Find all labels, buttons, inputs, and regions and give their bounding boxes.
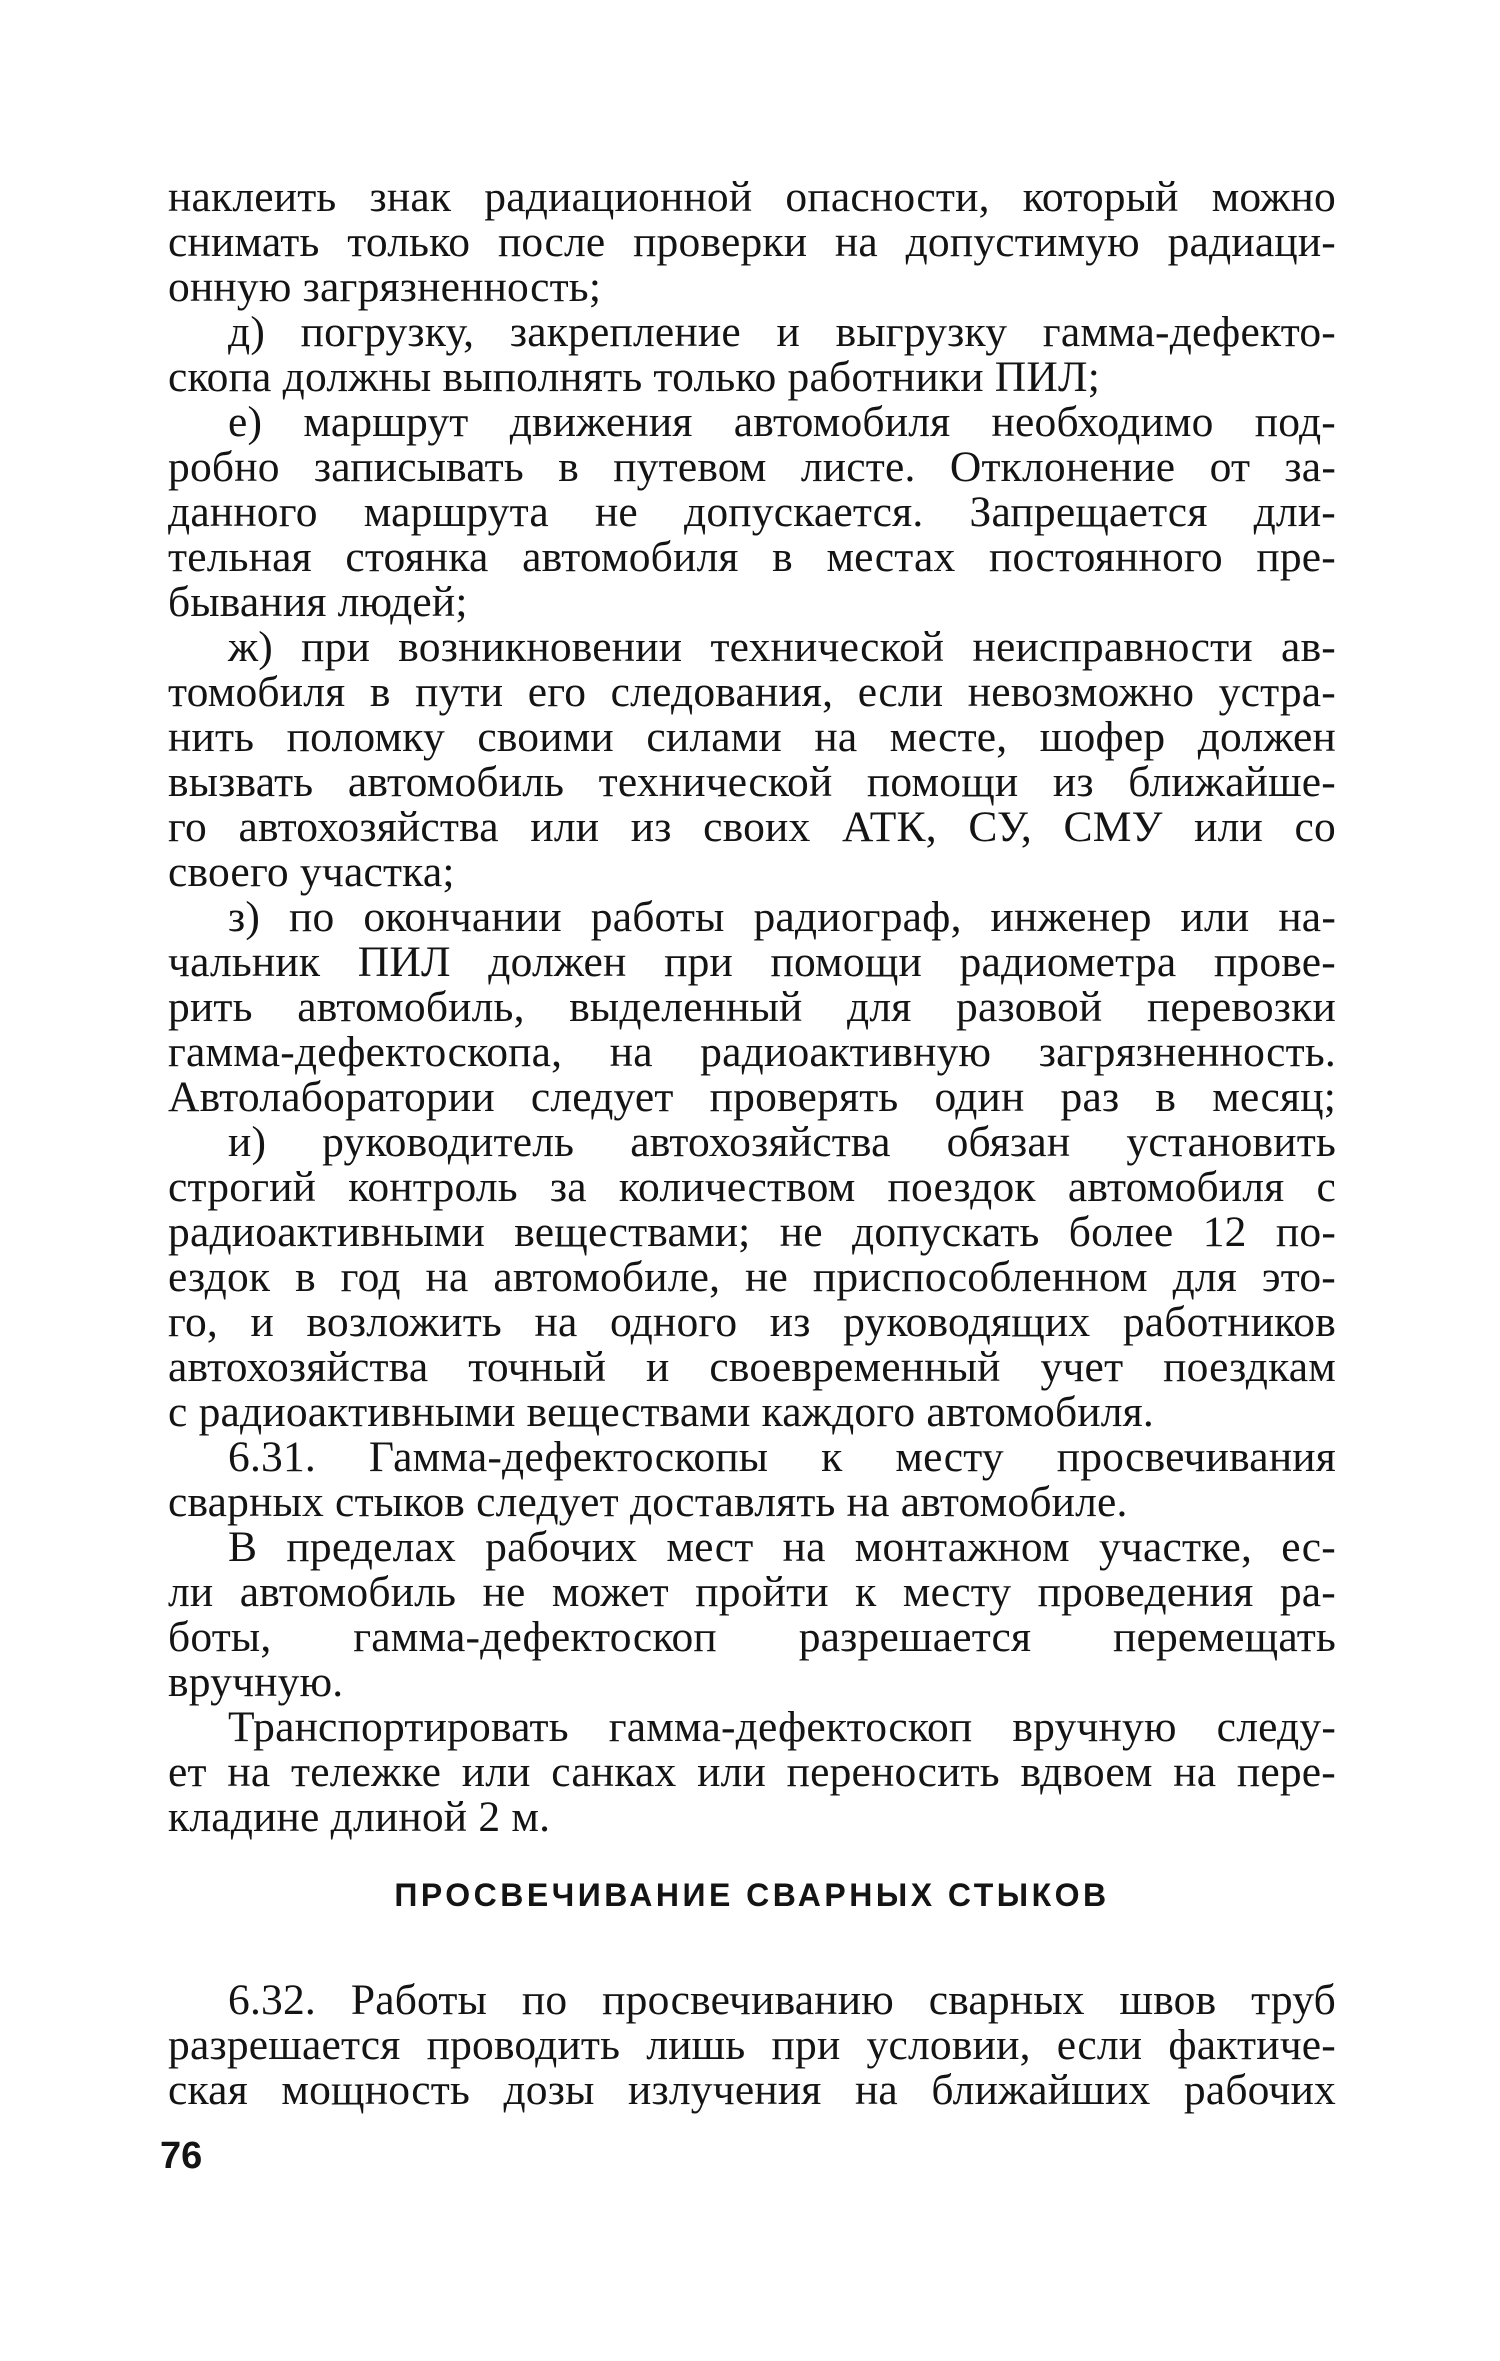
text-line: строгий контроль за количеством поездок автомобиля с — [168, 1163, 1336, 1211]
text-line: ет на тележке или санках или переносить вдвоем на пере- — [168, 1748, 1336, 1796]
text-line: с радиоактивными веществами каждого автомобиля. — [168, 1388, 1154, 1436]
page-number: 76 — [160, 2135, 203, 2177]
text-line: 6.31. Гамма-дефектоскопы к месту просвечивания — [228, 1433, 1336, 1481]
text-line: ездок в год на автомобиле, не приспособленном для это- — [168, 1253, 1336, 1301]
text-line: нить поломку своими силами на месте, шофер должен — [168, 713, 1336, 761]
text-line: ж) при возникновении технической неисправности ав- — [228, 623, 1336, 671]
text-line: вручную. — [168, 1658, 344, 1706]
text-line: радиоактивными веществами; не допускать более 12 по- — [168, 1208, 1336, 1256]
text-line: го автохозяйства или из своих АТК, СУ, СМУ или со — [168, 803, 1336, 851]
text-line: д) погрузку, закрепление и выгрузку гамма-дефекто- — [228, 308, 1336, 356]
text-line: го, и возложить на одного из руководящих работников — [168, 1298, 1336, 1346]
text-line: разрешается проводить лишь при условии, если фактиче- — [168, 2021, 1336, 2069]
text-line: В пределах рабочих мест на монтажном участке, ес- — [228, 1523, 1336, 1571]
text-line: Автолаборатории следует проверять один раз в месяц; — [168, 1073, 1336, 1121]
text-line: онную загрязненность; — [168, 263, 602, 311]
text-line: е) маршрут движения автомобиля необходимо под- — [228, 398, 1336, 446]
text-line: вызвать автомобиль технической помощи из ближайше- — [168, 758, 1336, 806]
text-line: чальник ПИЛ должен при помощи радиометра прове- — [168, 938, 1336, 986]
text-line: з) по окончании работы радиограф, инженер или на- — [228, 893, 1336, 941]
text-line: ли автомобиль не может пройти к месту проведения ра- — [168, 1568, 1336, 1616]
text-line: тельная стоянка автомобиля в местах постоянного пре- — [168, 533, 1336, 581]
section-heading: ПРОСВЕЧИВАНИЕ СВАРНЫХ СТЫКОВ — [394, 1877, 1110, 1913]
text-line: боты, гамма-дефектоскоп разрешается перемещать — [168, 1613, 1336, 1661]
text-line: сварных стыков следует доставлять на автомобиле. — [168, 1478, 1128, 1526]
text-line: своего участка; — [168, 848, 455, 896]
text-line: и) руководитель автохозяйства обязан установить — [228, 1118, 1336, 1166]
text-line: наклеить знак радиационной опасности, который можно — [168, 173, 1336, 221]
text-line: гамма-дефектоскопа, на радиоактивную загрязненность. — [168, 1028, 1336, 1076]
text-line: ская мощность дозы излучения на ближайших рабочих — [168, 2066, 1336, 2114]
text-line: 6.32. Работы по просвечиванию сварных швов труб — [228, 1976, 1336, 2024]
body-text — [168, 175, 1336, 1840]
text-line: томобиля в пути его следования, если невозможно устра- — [168, 668, 1336, 716]
text-line: рить автомобиль, выделенный для разовой перевозки — [168, 983, 1336, 1031]
text-line: Транспортировать гамма-дефектоскоп вручную следу- — [228, 1703, 1336, 1751]
text-line: автохозяйства точный и своевременный учет поездкам — [168, 1343, 1336, 1391]
text-line: скопа должны выполнять только работники ПИЛ; — [168, 353, 1100, 401]
text-line: бывания людей; — [168, 578, 468, 626]
text-line: снимать только после проверки на допустимую радиаци- — [168, 218, 1336, 266]
body-text-section-2 — [168, 1978, 1336, 2113]
text-line: робно записывать в путевом листе. Отклонение от за- — [168, 443, 1336, 491]
text-line: кладине длиной 2 м. — [168, 1793, 551, 1841]
text-line: данного маршрута не допускается. Запрещается дли- — [168, 488, 1336, 536]
